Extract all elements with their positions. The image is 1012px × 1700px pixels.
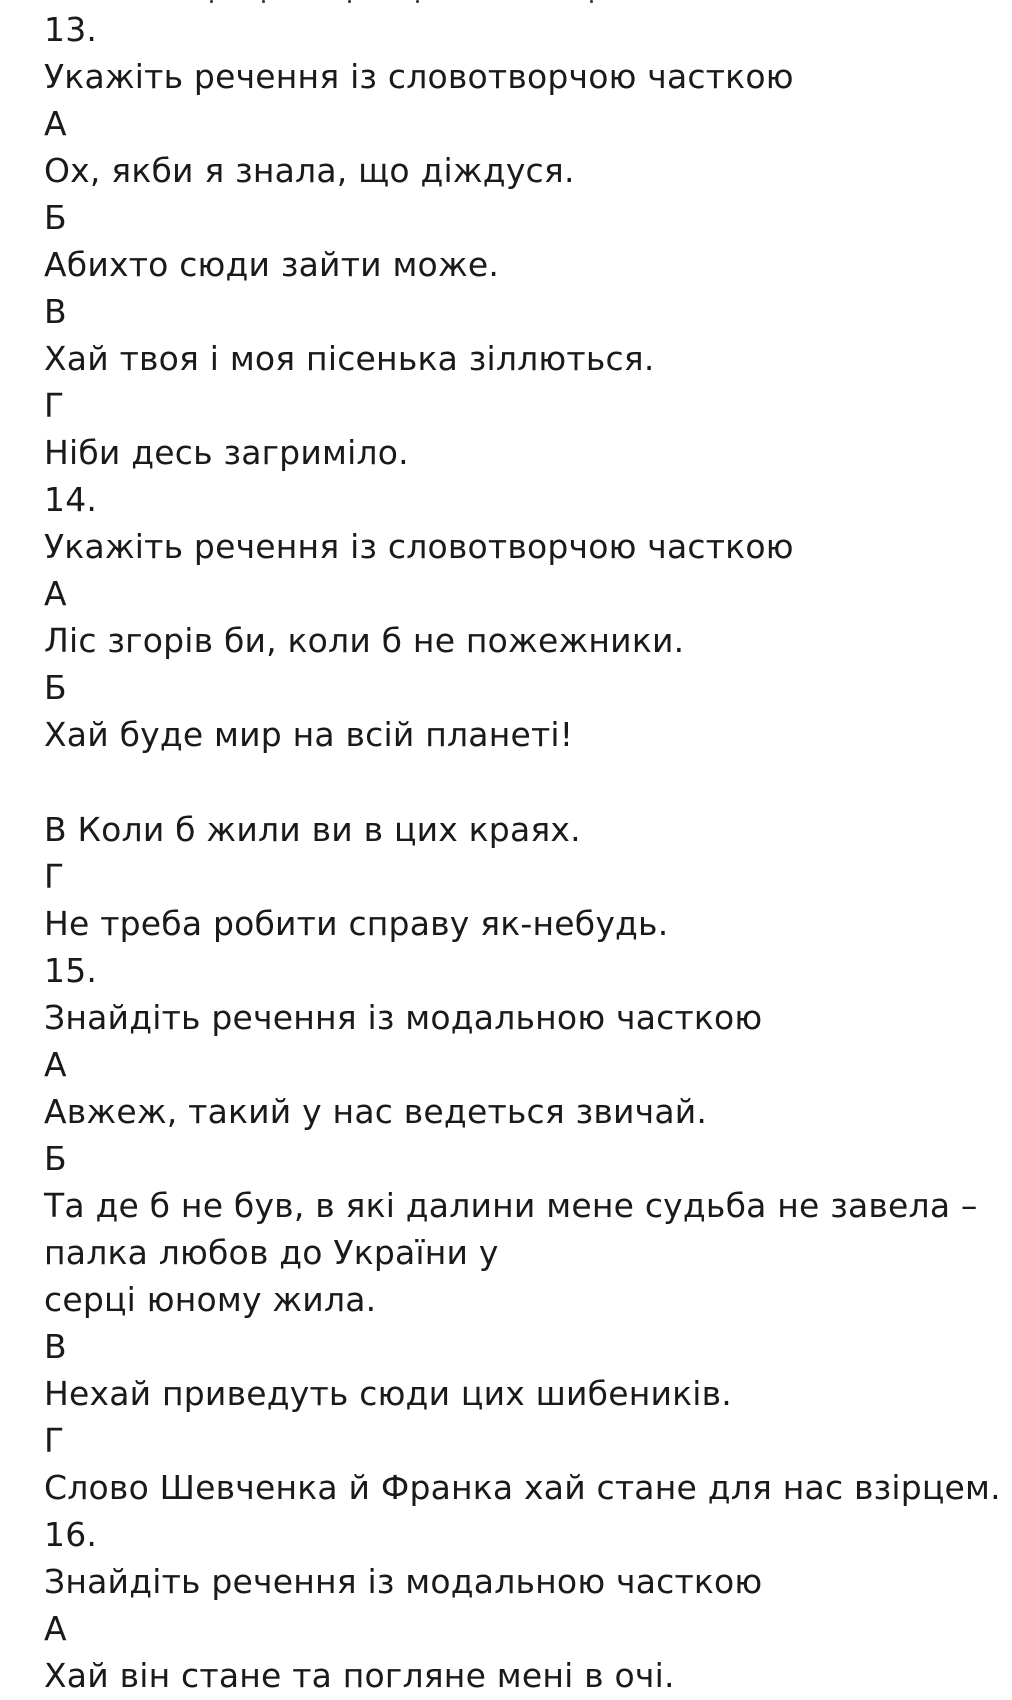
question-16-option-a-letter: А [44, 1609, 67, 1648]
question-13-option-c-text: Хай твоя і моя пісенька зіллються. [44, 339, 655, 378]
question-15-number: 15. [44, 951, 98, 990]
question-15-option-b-letter: Б [44, 1139, 67, 1178]
question-14-option-a-letter: А [44, 574, 67, 613]
question-15-option-a-text: Авжеж, такий у нас ведеться звичай. [44, 1092, 708, 1131]
question-14-prompt: Укажіть речення із словотворчою часткою [44, 527, 794, 566]
question-13-option-c-letter: В [44, 292, 67, 331]
question-16-prompt: Знайдіть речення із модальною часткою [44, 1562, 763, 1601]
question-15-option-b-text-line-2: палка любов до України у [44, 1233, 499, 1272]
question-13-option-d-letter: Г [44, 386, 65, 425]
question-14-option-c: В Коли б жили ви в цих краях. [44, 810, 581, 849]
question-15-option-b-text-line-3: серці юному жила. [44, 1280, 377, 1319]
question-14-option-d-text: Не треба робити справу як-небудь. [44, 904, 669, 943]
top-edge-marks [0, 0, 1012, 6]
question-16-number: 16. [44, 1515, 98, 1554]
question-14-option-b-text: Хай буде мир на всій планеті! [44, 715, 574, 754]
question-13-option-a-text: Ох, якби я знала, що діждуся. [44, 151, 575, 190]
question-15-option-b-text-line-1: Та де б не був, в які далини мене судьба не завела – [44, 1186, 978, 1225]
question-15-option-a-letter: А [44, 1045, 67, 1084]
question-16-option-a-text: Хай він стане та погляне мені в очі. [44, 1656, 675, 1695]
question-13-prompt: Укажіть речення із словотворчою часткою [44, 57, 794, 96]
question-15-option-c-letter: В [44, 1327, 67, 1366]
question-13-number: 13. [44, 10, 98, 49]
question-14-option-a-text: Ліс згорів би, коли б не пожежники. [44, 621, 685, 660]
question-15-option-c-text: Нехай приведуть сюди цих шибеників. [44, 1374, 732, 1413]
question-13-option-b-text: Абихто сюди зайти може. [44, 245, 500, 284]
question-13-option-b-letter: Б [44, 198, 67, 237]
question-14-option-b-letter: Б [44, 668, 67, 707]
question-15-option-d-letter: Г [44, 1421, 65, 1460]
question-15-prompt: Знайдіть речення із модальною часткою [44, 998, 763, 1037]
question-13-option-d-text: Ніби десь загриміло. [44, 433, 409, 472]
question-13-option-a-letter: А [44, 104, 67, 143]
question-14-option-d-letter: Г [44, 857, 65, 896]
question-14-number: 14. [44, 480, 98, 519]
question-15-option-d-text: Слово Шевченка й Франка хай стане для нас взірцем. [44, 1468, 1001, 1507]
